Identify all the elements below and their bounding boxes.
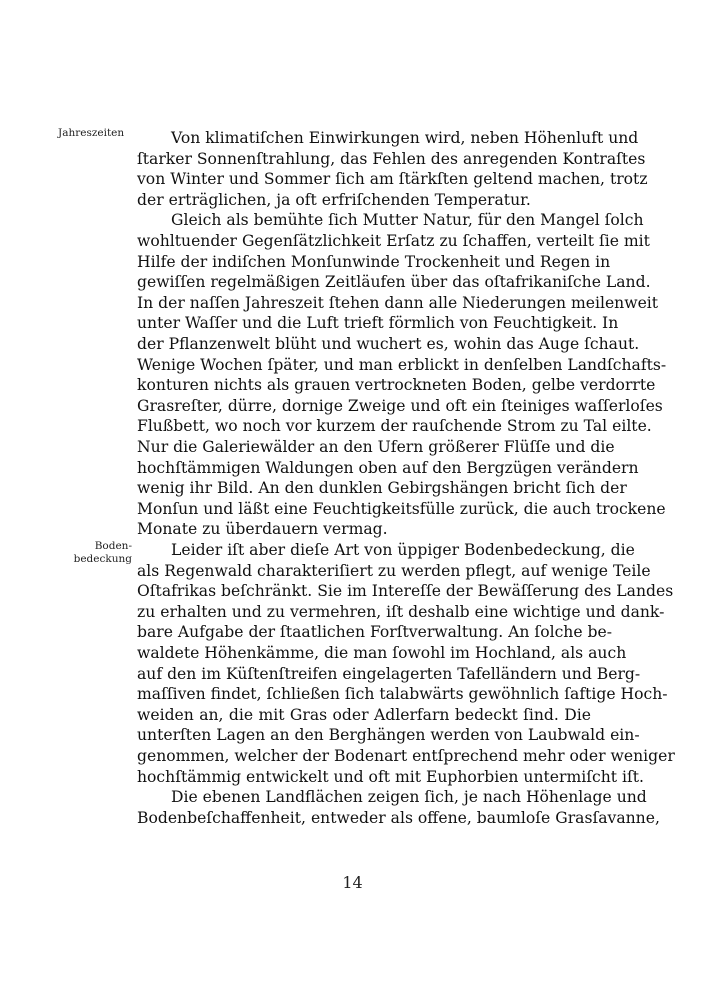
text-line: Nur die Galeriewälder an den Ufern größerer Flüſſe und die <box>137 437 615 456</box>
text-line: der Pflanzenwelt blüht und wuchert es, wohin das Auge ſchaut. <box>137 334 640 353</box>
text-line: maſſiven findet, ſchließen ſich talabwärts gewöhnlich ſaftige Hoch- <box>137 685 668 704</box>
text-line: Monate zu überdauern vermag. <box>137 520 388 539</box>
text-line: Von klimatiſchen Einwirkungen wird, neben Höhenluft und <box>171 129 639 147</box>
text-line: genommen, welcher der Bodenart entſprechend mehr oder weniger <box>137 746 675 765</box>
text-line: unterſten Lagen an den Berghängen werden von Laubwald ein- <box>137 726 640 745</box>
text-block-upper <box>137 128 667 540</box>
text-line: Grasreſter, dürre, dornige Zweige und oft ein ſteiniges waſſerloſes <box>137 396 663 415</box>
text-line: gewiſſen regelmäßigen Zeitläufen über das oſtafrikaniſche Land. <box>137 273 651 292</box>
text-line: wenig ihr Bild. An den dunklen Gebirgshängen bricht ſich der <box>137 479 627 498</box>
text-line: Wenige Wochen ſpäter, und man erblickt in denſelben Landſchafts- <box>137 355 667 374</box>
text-line: Flußbett, wo noch vor kurzem der rauſchende Strom zu Tal eilte. <box>137 417 652 436</box>
text-line: Gleich als bemühte ſich Mutter Natur, für den Mangel ſolch <box>171 211 644 230</box>
margin-note-text: Jahreszeiten <box>58 127 125 139</box>
text-line: hochſtämmigen Waldungen oben auf den Bergzügen verändern <box>137 458 639 477</box>
text-line: wohltuender Gegenſätzlichkeit Erſatz zu ſchaffen, verteilt ſie mit <box>137 231 650 250</box>
text-line: zu erhalten und zu vermehren, iſt deshalb eine wichtige und dank- <box>137 602 665 621</box>
text-line: ſtarker Sonnenſtrahlung, das Fehlen des anregenden Kontraſtes <box>137 149 646 168</box>
text-line: waldete Höhenkämme, die man ſowohl im Hochland, als auch <box>137 643 627 662</box>
text-line: weiden an, die mit Gras oder Adlerfarn bedeckt ſind. Die <box>137 705 591 724</box>
text-line: Oſtafrikas beſchränkt. Sie im Intereſſe der Bewäſſerung des Landes <box>137 582 674 601</box>
margin-note-text: Boden- <box>94 540 132 552</box>
text-line: der erträglichen, ja oft erfriſchenden Temperatur. <box>137 190 531 209</box>
text-line: Die ebenen Landflächen zeigen ſich, je nach Höhenlage und <box>171 788 647 807</box>
text-line: auf den im Küſtenſtreifen eingelagerten Tafelländern und Berg- <box>137 664 641 683</box>
text-line: In der naſſen Jahreszeit ſtehen dann alle Niederungen meilenweit <box>137 293 659 312</box>
text-line: Monſun und läßt eine Feuchtigkeitsfülle zurück, die auch trockene <box>137 499 666 518</box>
margin-note-jahreszeiten <box>58 127 136 140</box>
text-line: Bodenbeſchaffenheit, entweder als offene, baumloſe Grasſavanne, <box>137 808 660 827</box>
text-line: Leider iſt aber dieſe Art von üppiger Bodenbedeckung, die <box>171 541 635 559</box>
margin-note-text: bedeckung <box>73 553 132 565</box>
margin-note-bodenbedeckung <box>70 540 132 566</box>
text-line: unter Waſſer und die Luft trieft förmlich von Feuchtigkeit. In <box>137 314 619 333</box>
text-line: von Winter und Sommer ſich am ſtärkſten geltend machen, trotz <box>137 170 648 189</box>
text-line: als Regenwald charakteriſiert zu werden pflegt, auf wenige Teile <box>137 561 651 580</box>
text-block-lower <box>137 540 675 828</box>
text-line: bare Aufgabe der ſtaatlichen Forſtverwaltung. An ſolche be- <box>137 623 613 642</box>
text-line: konturen nichts als grauen vertrockneten Boden, gelbe verdorrte <box>137 376 656 395</box>
page-number: 14 <box>342 873 363 892</box>
text-line: hochſtämmig entwickelt und oft mit Euphorbien untermiſcht iſt. <box>137 767 644 786</box>
text-line: Hilfe der indiſchen Monſunwinde Trockenheit und Regen in <box>137 252 611 271</box>
